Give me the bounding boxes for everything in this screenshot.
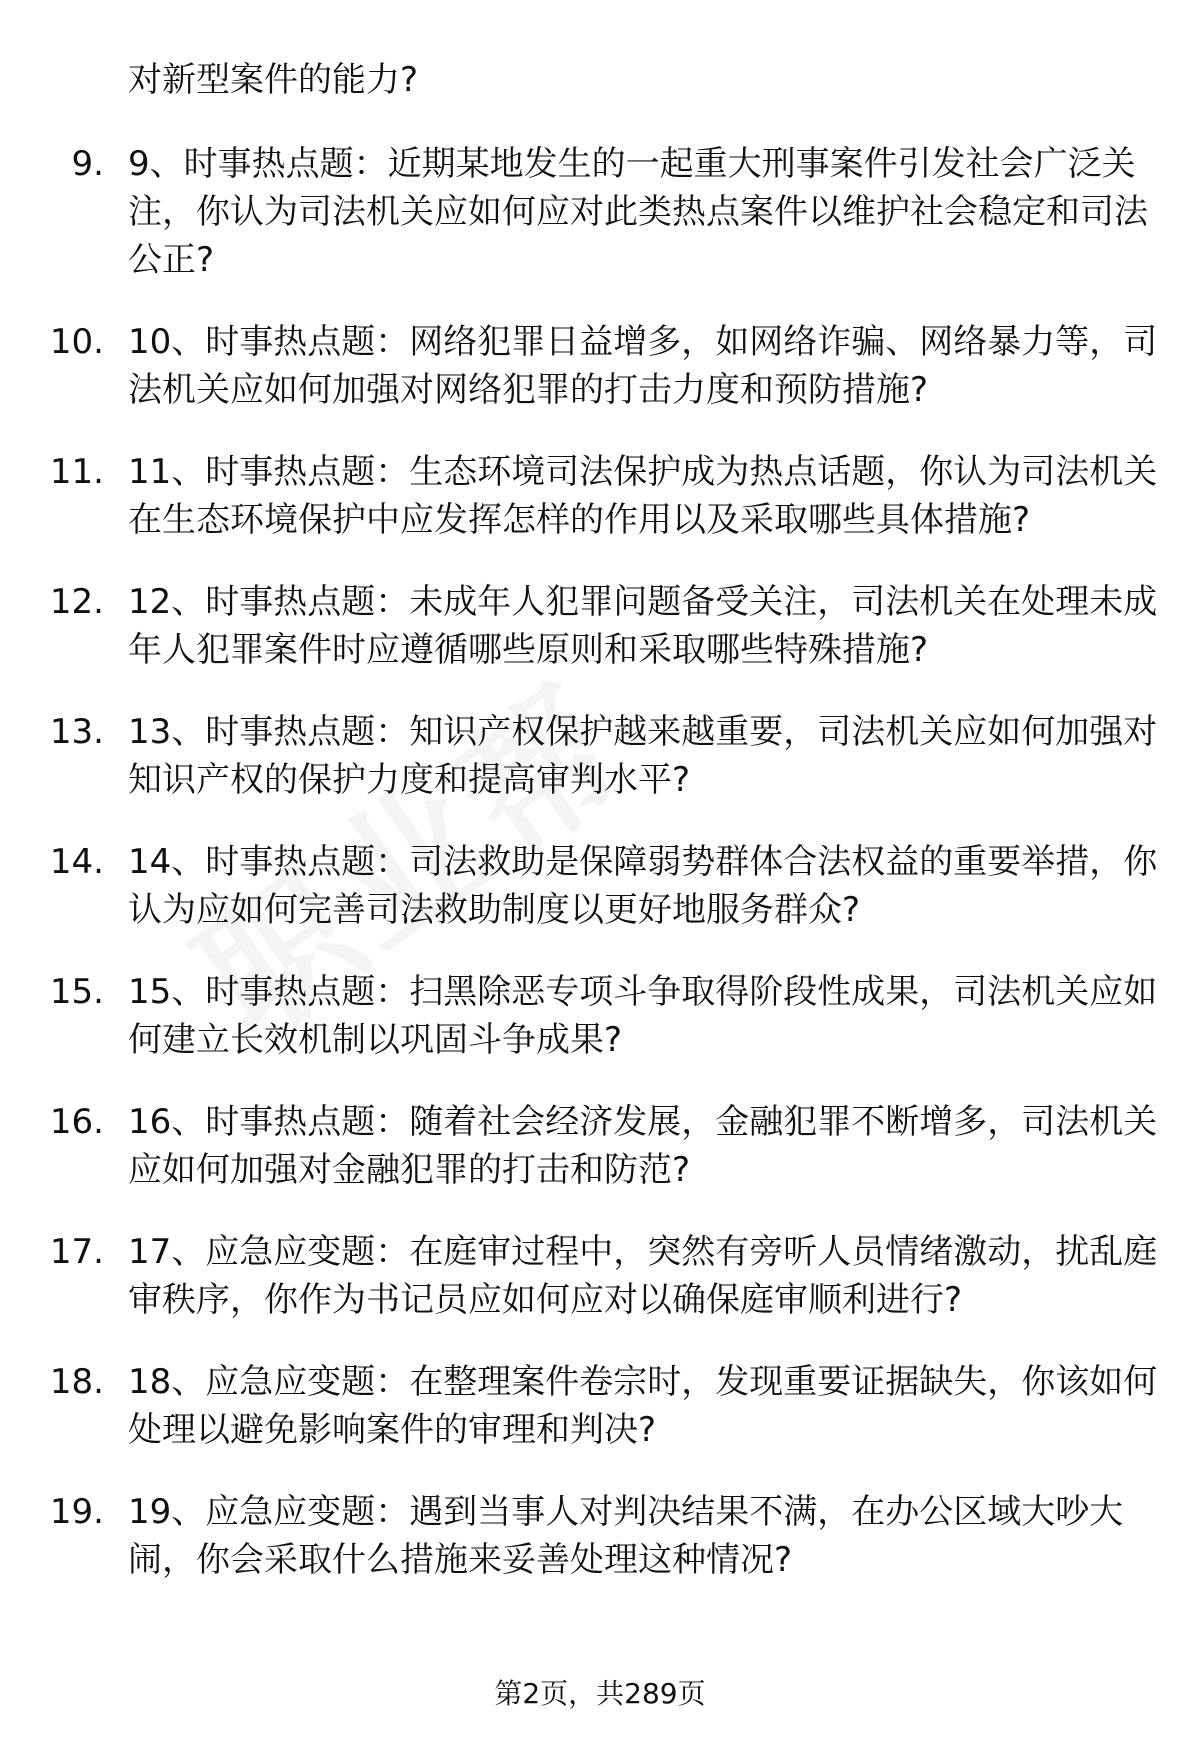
item-number: 11. — [49, 452, 104, 492]
list-item — [0, 968, 1200, 1064]
item-text: 13、时事热点题：知识产权保护越来越重要，司法机关应如何加强对知识产权的保护力度和提高审判水平? — [128, 712, 1158, 800]
list-item — [0, 1358, 1200, 1454]
item-text: 11、时事热点题：生态环境司法保护成为热点话题，你认为司法机关在生态环境保护中应发挥怎样的作用以及采取哪些具体措施? — [128, 452, 1158, 540]
item-number: 17. — [49, 1232, 104, 1272]
item-text: 14、时事热点题：司法救助是保障弱势群体合法权益的重要举措，你认为应如何完善司法救助制度以更好地服务群众? — [128, 842, 1158, 930]
item-text: 9、时事热点题：近期某地发生的一起重大刑事案件引发社会广泛关注，你认为司法机关应如何应对此类热点案件以维护社会稳定和司法公正? — [128, 144, 1148, 280]
item-number: 12. — [49, 582, 104, 622]
item-text: 16、时事热点题：随着社会经济发展，金融犯罪不断增多，司法机关应如何加强对金融犯罪的打击和防范? — [128, 1102, 1158, 1190]
list-item — [0, 708, 1200, 804]
list-item — [0, 1098, 1200, 1194]
list-item — [0, 578, 1200, 674]
item-number: 18. — [49, 1362, 104, 1402]
item-text: 17、应急应变题：在庭审过程中，突然有旁听人员情绪激动，扰乱庭审秩序，你作为书记员应如何应对以确保庭审顺利进行? — [128, 1232, 1158, 1320]
item-number: 10. — [49, 322, 104, 362]
list-item — [0, 838, 1200, 934]
item-text: 12、时事热点题：未成年人犯罪问题备受关注，司法机关在处理未成年人犯罪案件时应遵循哪些原则和采取哪些特殊措施? — [128, 582, 1158, 670]
item-number: 13. — [49, 712, 104, 752]
list-item — [0, 140, 1200, 284]
question-list — [0, 140, 1200, 1618]
item-number: 9. — [71, 144, 104, 184]
list-item — [0, 448, 1200, 544]
list-item — [0, 1488, 1200, 1584]
item-text: 15、时事热点题：扫黑除恶专项斗争取得阶段性成果，司法机关应如何建立长效机制以巩固斗争成果? — [128, 972, 1158, 1060]
item-text: 19、应急应变题：遇到当事人对判决结果不满，在办公区域大吵大闹，你会采取什么措施来妥善处理这种情况? — [128, 1492, 1124, 1580]
page-footer: 第2页，共289页 — [494, 1677, 706, 1710]
item-text: 10、时事热点题：网络犯罪日益增多，如网络诈骗、网络暴力等，司法机关应如何加强对网络犯罪的打击力度和预防措施? — [128, 322, 1158, 410]
continuation-line: 对新型案件的能力? — [128, 60, 419, 100]
item-number: 16. — [49, 1102, 104, 1142]
item-number: 14. — [49, 842, 104, 882]
item-number: 19. — [49, 1492, 104, 1532]
list-item — [0, 1228, 1200, 1324]
item-text: 18、应急应变题：在整理案件卷宗时，发现重要证据缺失，你该如何处理以避免影响案件的审理和判决? — [128, 1362, 1158, 1450]
list-item — [0, 318, 1200, 414]
item-number: 15. — [49, 972, 104, 1012]
